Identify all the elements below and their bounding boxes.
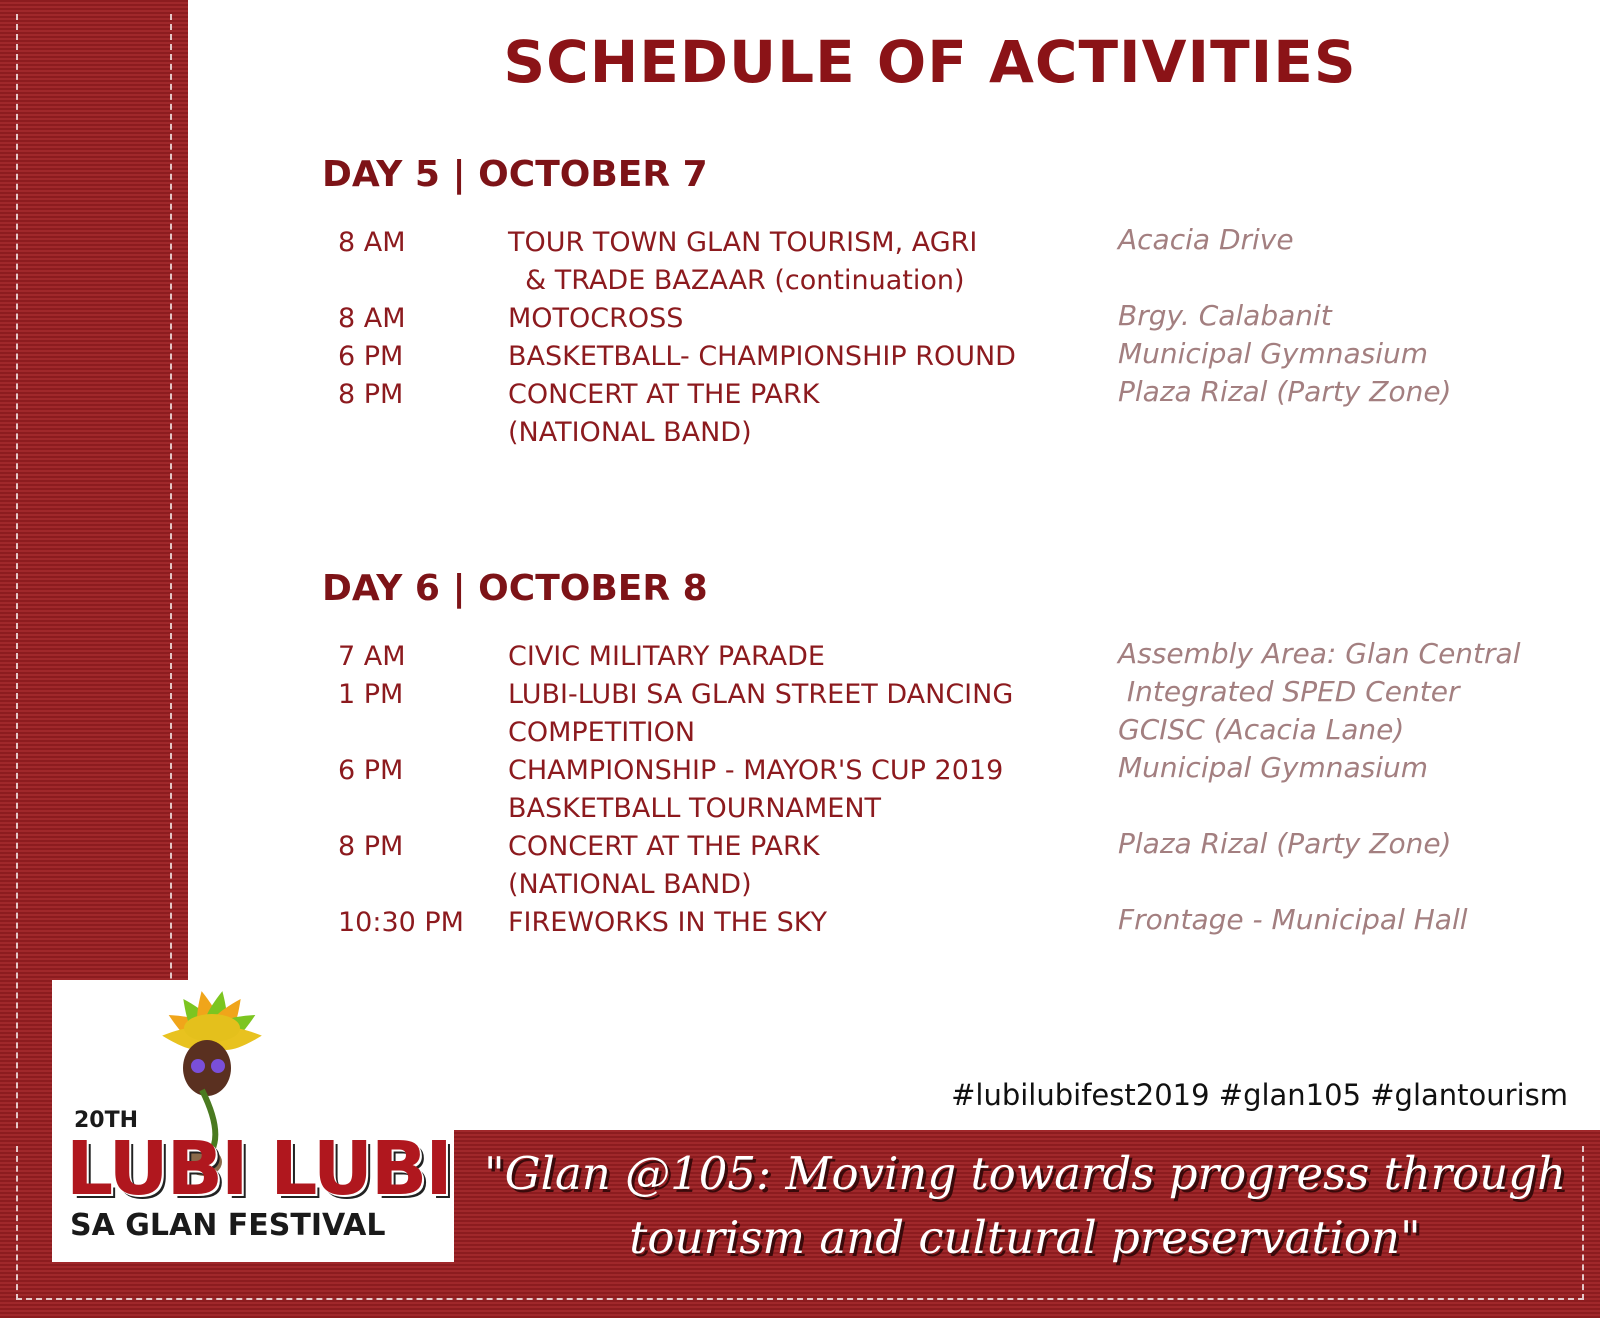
day6-heading: DAY 6 | OCTOBER 8: [322, 568, 708, 609]
event-activity: (NATIONAL BAND): [508, 869, 752, 900]
event-venue: Plaza Rizal (Party Zone): [1118, 827, 1452, 860]
event-venue: Frontage - Municipal Hall: [1118, 903, 1468, 936]
event-time: 6 PM: [338, 755, 404, 786]
logo-name: LUBI LUBI: [66, 1126, 451, 1212]
event-activity: TOUR TOWN GLAN TOURISM, AGRI: [508, 227, 978, 258]
event-time: 8 PM: [338, 831, 404, 862]
event-venue: Plaza Rizal (Party Zone): [1118, 375, 1452, 408]
festival-logo: [52, 980, 454, 1262]
logo-edition: 20TH: [74, 1108, 139, 1133]
event-activity: LUBI-LUBI SA GLAN STREET DANCING: [508, 679, 1014, 710]
event-activity: CHAMPIONSHIP - MAYOR'S CUP 2019: [508, 755, 1004, 786]
event-venue: Municipal Gymnasium: [1118, 337, 1429, 370]
day5-heading: DAY 5 | OCTOBER 7: [322, 154, 708, 195]
event-time: 10:30 PM: [338, 907, 464, 938]
page-title: SCHEDULE OF ACTIVITIES: [503, 28, 1357, 96]
hashtags: #lubilubifest2019 #glan105 #glantourism: [951, 1078, 1568, 1112]
event-activity: BASKETBALL TOURNAMENT: [508, 793, 882, 824]
event-time: 6 PM: [338, 341, 404, 372]
event-activity: COMPETITION: [508, 717, 696, 748]
event-time: 8 AM: [338, 303, 406, 334]
event-time: 8 PM: [338, 379, 404, 410]
event-venue: Integrated SPED Center: [1118, 675, 1460, 708]
event-activity: CONCERT AT THE PARK: [508, 831, 820, 862]
logo-subtitle: SA GLAN FESTIVAL: [70, 1208, 386, 1243]
event-venue: GCISC (Acacia Lane): [1118, 713, 1405, 746]
event-venue: Assembly Area: Glan Central: [1118, 637, 1521, 670]
event-activity: (NATIONAL BAND): [508, 417, 752, 448]
event-time: 7 AM: [338, 641, 406, 672]
event-venue: Brgy. Calabanit: [1118, 299, 1332, 332]
tagline: [470, 1142, 1580, 1270]
event-venue: Acacia Drive: [1118, 223, 1294, 256]
event-activity: BASKETBALL- CHAMPIONSHIP ROUND: [508, 341, 1016, 372]
event-activity: CONCERT AT THE PARK: [508, 379, 820, 410]
event-time: 1 PM: [338, 679, 404, 710]
event-activity: FIREWORKS IN THE SKY: [508, 907, 828, 938]
tagline-line: "Glan @105: Moving towards progress through: [483, 1147, 1567, 1200]
event-activity: & TRADE BAZAAR (continuation): [508, 265, 965, 296]
tagline-line: tourism and cultural preservation": [629, 1211, 1421, 1264]
event-activity: CIVIC MILITARY PARADE: [508, 641, 825, 672]
event-venue: Municipal Gymnasium: [1118, 751, 1429, 784]
event-activity: MOTOCROSS: [508, 303, 684, 334]
event-time: 8 AM: [338, 227, 406, 258]
